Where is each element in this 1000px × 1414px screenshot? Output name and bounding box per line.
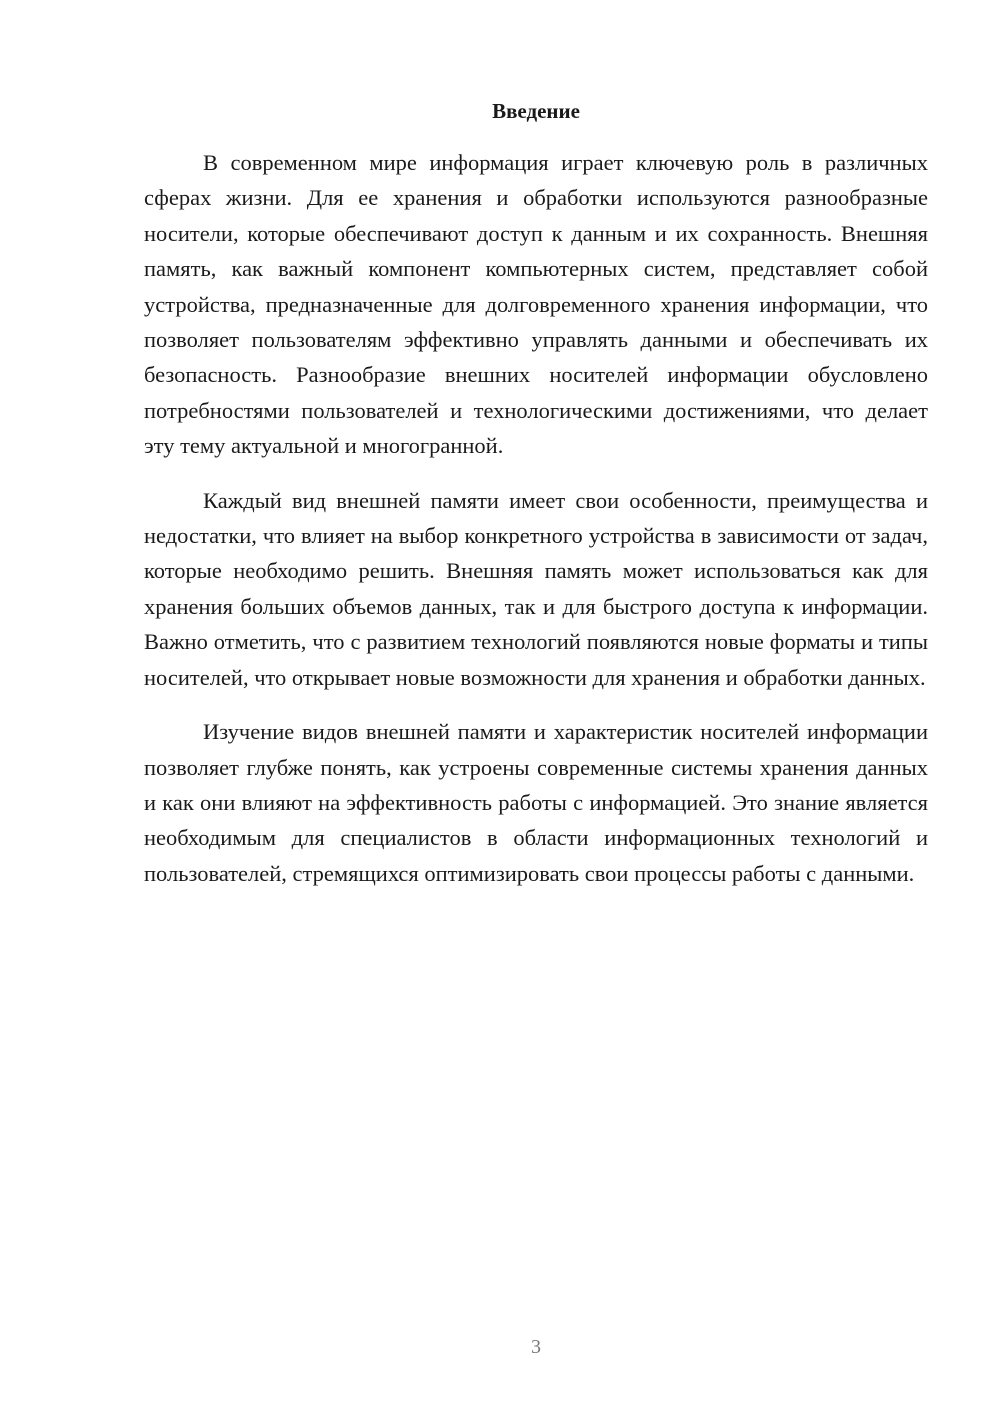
page-number: 3 (531, 1336, 541, 1358)
section-title: Введение (492, 99, 580, 123)
paragraph-3: Изучение видов внешней памяти и характеристик носителей информации позволяет глубже понять, как устроены современные системы хранения данных и как они влияют на эффективность работы с информацией. Это знание является необходимым для специалистов в области информационных технологий и пользователей, стремящихся оптимизировать свои процессы работы с данными. (144, 719, 928, 886)
page-content (144, 96, 928, 891)
paragraph-1: В современном мире информация играет ключевую роль в различных сферах жизни. Для ее хранения и обработки используются разнообразные носители, которые обеспечивают доступ к данным и их сохранность. Внешняя память, как важный компонент компьютерных систем, представляет собой устройства, предназначенные для долговременного хранения информации, что позволяет пользователям эффективно управлять данными и обеспечивать их безопасность. Разнообразие внешних носителей информации обусловлено потребностями пользователей и технологическими достижениями, что делает эту тему актуальной и многогранной. (144, 150, 928, 459)
paragraph-2: Каждый вид внешней памяти имеет свои особенности, преимущества и недостатки, что влияет на выбор конкретного устройства в зависимости от задач, которые необходимо решить. Внешняя память может использоваться как для хранения больших объемов данных, так и для быстрого доступа к информации. Важно отметить, что с развитием технологий появляются новые форматы и типы носителей, что открывает новые возможности для хранения и обработки данных. (144, 487, 928, 690)
